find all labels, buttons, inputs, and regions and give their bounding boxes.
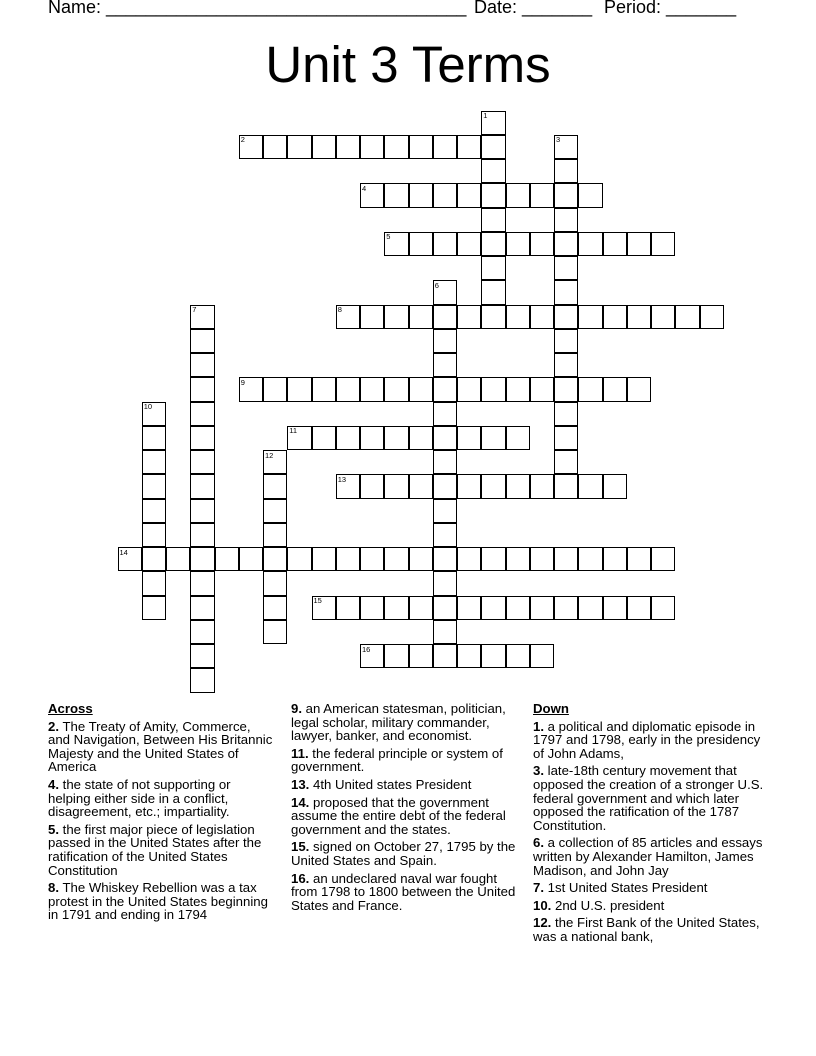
grid-cell[interactable] — [603, 377, 627, 401]
grid-cell[interactable] — [190, 426, 214, 450]
grid-cell[interactable] — [603, 305, 627, 329]
clue-across-11: 11. the federal principle or system of government. — [291, 745, 503, 775]
grid-cell[interactable] — [578, 305, 602, 329]
grid-cell[interactable] — [578, 183, 602, 207]
clue-across-16: 16. an undeclared naval war fought from 1798 to 1800 between the United States and France. — [291, 870, 516, 913]
across-clues-column-1 — [48, 702, 273, 926]
grid-cell[interactable] — [554, 377, 578, 401]
clue-across-5: 5. the first major piece of legislation passed in the United States after the ratification of the United States Constitution — [48, 821, 262, 878]
grid-cell[interactable] — [263, 377, 287, 401]
grid-cell[interactable] — [384, 135, 408, 159]
grid-cell[interactable] — [190, 499, 214, 523]
grid-cell[interactable] — [603, 474, 627, 498]
clue-number-label: 15 — [313, 596, 322, 605]
grid-cell[interactable] — [481, 426, 505, 450]
grid-cell[interactable] — [409, 547, 433, 571]
clue-across-13: 13. 4th United states President — [291, 776, 472, 792]
grid-cell[interactable] — [554, 547, 578, 571]
grid-cell[interactable] — [651, 232, 675, 256]
clue-number-label: 3 — [556, 135, 561, 145]
grid-cell[interactable] — [433, 474, 457, 498]
grid-cell[interactable] — [190, 329, 214, 353]
grid-cell[interactable] — [433, 547, 457, 571]
grid-cell[interactable] — [312, 547, 336, 571]
clue-across-14: 14. proposed that the government assume the entire debt of the federal government and the states. — [291, 794, 506, 837]
grid-cell[interactable] — [433, 523, 457, 547]
grid-cell[interactable] — [433, 644, 457, 668]
grid-cell[interactable] — [457, 232, 481, 256]
grid-cell[interactable] — [554, 256, 578, 280]
grid-cell[interactable] — [481, 280, 505, 304]
grid-cell[interactable] — [190, 523, 214, 547]
grid-cell[interactable] — [409, 183, 433, 207]
grid-cell[interactable] — [190, 620, 214, 644]
grid-cell[interactable] — [554, 329, 578, 353]
grid-cell[interactable] — [457, 596, 481, 620]
grid-cell[interactable] — [312, 426, 336, 450]
grid-cell[interactable] — [433, 135, 457, 159]
grid-cell[interactable] — [481, 183, 505, 207]
grid-cell[interactable] — [409, 474, 433, 498]
grid-cell[interactable] — [627, 232, 651, 256]
grid-cell[interactable] — [506, 377, 530, 401]
grid-cell[interactable] — [457, 377, 481, 401]
grid-cell[interactable] — [384, 644, 408, 668]
name-field[interactable]: Name: ____________________________________ — [48, 0, 467, 17]
grid-cell[interactable] — [263, 523, 287, 547]
grid-cell[interactable] — [433, 596, 457, 620]
grid-cell[interactable] — [554, 208, 578, 232]
grid-cell[interactable] — [433, 305, 457, 329]
grid-cell[interactable] — [506, 426, 530, 450]
grid-cell[interactable] — [360, 377, 384, 401]
grid-cell[interactable] — [433, 571, 457, 595]
grid-cell[interactable] — [384, 474, 408, 498]
clue-number-label: 7 — [192, 305, 197, 314]
grid-cell[interactable] — [627, 377, 651, 401]
grid-cell[interactable] — [603, 232, 627, 256]
grid-cell[interactable] — [530, 547, 554, 571]
clue-down-7: 7. 1st United States President — [533, 880, 708, 896]
grid-cell[interactable] — [506, 644, 530, 668]
grid-cell[interactable] — [457, 426, 481, 450]
grid-cell[interactable] — [409, 135, 433, 159]
grid-cell[interactable] — [190, 547, 214, 571]
grid-cell[interactable] — [384, 305, 408, 329]
grid-cell[interactable] — [578, 232, 602, 256]
grid-cell[interactable] — [506, 596, 530, 620]
grid-cell[interactable] — [190, 377, 214, 401]
grid-cell[interactable] — [142, 426, 166, 450]
grid-cell[interactable] — [457, 183, 481, 207]
grid-cell[interactable] — [530, 644, 554, 668]
grid-cell[interactable] — [190, 353, 214, 377]
grid-cell[interactable] — [263, 547, 287, 571]
grid-cell[interactable] — [506, 183, 530, 207]
grid-cell[interactable] — [190, 644, 214, 668]
clue-number-label: 11 — [289, 426, 298, 436]
across-clues-column-2 — [291, 702, 527, 916]
grid-cell[interactable] — [287, 547, 311, 571]
clue-down-10: 10. 2nd U.S. president — [533, 897, 665, 913]
grid-cell[interactable] — [190, 474, 214, 498]
grid-cell[interactable] — [336, 135, 360, 159]
grid-cell[interactable] — [506, 547, 530, 571]
clue-across-8: 8. The Whiskey Rebellion was a tax protest in the United States beginning in 1791 and ending in 1794 — [48, 880, 268, 923]
grid-cell[interactable] — [481, 377, 505, 401]
clue-down-6: 6. a collection of 85 articles and essays written by Alexander Hamilton, James Madison, and John Jay — [533, 835, 763, 878]
grid-cell[interactable] — [384, 183, 408, 207]
grid-cell[interactable] — [481, 547, 505, 571]
grid-cell[interactable] — [263, 135, 287, 159]
grid-cell[interactable] — [554, 353, 578, 377]
clue-number-label: 5 — [386, 232, 391, 242]
grid-cell[interactable] — [700, 305, 724, 329]
grid-cell[interactable] — [554, 183, 578, 207]
clue-down-1: 1. a political and diplomatic episode in 1797 and 1798, early in the presidency of John Adams, — [533, 718, 761, 761]
grid-cell[interactable] — [336, 377, 360, 401]
grid-cell[interactable] — [506, 232, 530, 256]
clue-number-label: 14 — [119, 547, 128, 557]
clue-number-label: 6 — [434, 280, 439, 290]
grid-cell[interactable] — [433, 232, 457, 256]
grid-cell[interactable] — [554, 596, 578, 620]
grid-cell[interactable] — [215, 547, 239, 571]
grid-cell[interactable] — [481, 232, 505, 256]
grid-cell[interactable] — [142, 474, 166, 498]
grid-cell[interactable] — [481, 256, 505, 280]
grid-cell[interactable] — [457, 474, 481, 498]
grid-cell[interactable] — [409, 644, 433, 668]
down-heading: Down — [533, 701, 569, 716]
grid-cell[interactable] — [190, 571, 214, 595]
clue-down-3: 3. late-18th century movement that opposed the creation of a stronger U.S. federal government and which later opposed the ratification of the 1787 Constitution. — [533, 763, 764, 833]
grid-cell[interactable] — [142, 547, 166, 571]
grid-cell[interactable] — [481, 159, 505, 183]
grid-cell[interactable] — [142, 450, 166, 474]
grid-cell[interactable] — [554, 450, 578, 474]
page-title: Unit 3 Terms — [265, 36, 551, 93]
grid-cell[interactable] — [433, 620, 457, 644]
grid-cell[interactable] — [263, 620, 287, 644]
grid-cell[interactable] — [142, 499, 166, 523]
grid-cell[interactable] — [554, 305, 578, 329]
grid-cell[interactable] — [530, 377, 554, 401]
grid-cell[interactable] — [627, 547, 651, 571]
clue-across-4: 4. the state of not supporting or helping either side in a conflict, disagreement, etc.; impartiality. — [48, 776, 231, 820]
grid-cell[interactable] — [481, 644, 505, 668]
grid-cell[interactable] — [578, 547, 602, 571]
clue-number-label: 4 — [362, 183, 367, 193]
grid-cell[interactable] — [384, 377, 408, 401]
clue-number-label: 8 — [337, 305, 342, 314]
grid-cell[interactable] — [287, 377, 311, 401]
period-field[interactable]: Period: _______ — [604, 0, 737, 17]
clue-down-12: 12. the First Bank of the United States, was a national bank, — [533, 915, 760, 944]
grid-cell[interactable] — [384, 596, 408, 620]
grid-cell[interactable] — [554, 159, 578, 183]
clue-number-label: 1 — [483, 111, 488, 120]
grid-cell[interactable] — [651, 305, 675, 329]
grid-cell[interactable] — [433, 499, 457, 523]
grid-cell[interactable] — [481, 208, 505, 232]
grid-cell[interactable] — [433, 426, 457, 450]
grid-cell[interactable] — [433, 183, 457, 207]
grid-cell[interactable] — [603, 547, 627, 571]
date-field[interactable]: Date: _______ — [474, 0, 593, 17]
grid-cell[interactable] — [651, 547, 675, 571]
down-clues-column — [533, 702, 768, 948]
grid-cell[interactable] — [530, 474, 554, 498]
grid-cell[interactable] — [506, 474, 530, 498]
grid-cell[interactable] — [530, 183, 554, 207]
grid-cell[interactable] — [263, 596, 287, 620]
grid-cell[interactable] — [336, 426, 360, 450]
grid-cell[interactable] — [457, 547, 481, 571]
grid-cell[interactable] — [481, 305, 505, 329]
clue-number-label: 10 — [143, 402, 153, 411]
clue-across-15: 15. signed on October 27, 1795 by the United States and Spain. — [291, 839, 516, 868]
grid-cell[interactable] — [578, 474, 602, 498]
grid-cell[interactable] — [142, 596, 166, 620]
clue-across-2: 2. The Treaty of Amity, Commerce, and Navigation, Between His Britannic Majesty and the United States of America — [48, 718, 273, 775]
grid-cell[interactable] — [409, 232, 433, 256]
grid-cell[interactable] — [360, 547, 384, 571]
clue-number-label: 9 — [240, 377, 245, 387]
grid-cell[interactable] — [239, 547, 263, 571]
clue-number-label: 13 — [337, 474, 347, 484]
grid-cell[interactable] — [530, 305, 554, 329]
grid-cell[interactable] — [481, 474, 505, 498]
grid-cell[interactable] — [409, 426, 433, 450]
grid-cell[interactable] — [554, 280, 578, 304]
grid-cell[interactable] — [554, 474, 578, 498]
grid-cell[interactable] — [554, 402, 578, 426]
grid-cell[interactable] — [190, 450, 214, 474]
grid-cell[interactable] — [190, 668, 214, 692]
grid-cell[interactable] — [312, 377, 336, 401]
clue-across-9: 9. an American statesman, politician, legal scholar, military commander, lawyer, banker, and economist. — [291, 701, 506, 744]
grid-cell[interactable] — [263, 474, 287, 498]
grid-cell[interactable] — [336, 547, 360, 571]
grid-cell[interactable] — [409, 596, 433, 620]
grid-cell[interactable] — [506, 305, 530, 329]
grid-cell[interactable] — [457, 135, 481, 159]
grid-cell[interactable] — [578, 596, 602, 620]
grid-cell[interactable] — [142, 571, 166, 595]
clue-number-label: 12 — [265, 450, 274, 460]
grid-cell[interactable] — [166, 547, 190, 571]
grid-cell[interactable] — [554, 426, 578, 450]
grid-cell[interactable] — [554, 232, 578, 256]
grid-cell[interactable] — [384, 426, 408, 450]
grid-cell[interactable] — [578, 377, 602, 401]
grid-cell[interactable] — [263, 571, 287, 595]
grid-cell[interactable] — [530, 596, 554, 620]
grid-cell[interactable] — [603, 596, 627, 620]
grid-cell[interactable] — [384, 547, 408, 571]
grid-cell[interactable] — [433, 450, 457, 474]
grid-cell[interactable] — [457, 305, 481, 329]
across-heading: Across — [48, 701, 93, 716]
grid-cell[interactable] — [675, 305, 699, 329]
grid-cell[interactable] — [287, 135, 311, 159]
grid-cell[interactable] — [530, 232, 554, 256]
grid-cell[interactable] — [360, 596, 384, 620]
grid-cell[interactable] — [457, 644, 481, 668]
clue-number-label: 2 — [240, 135, 245, 145]
clue-number-label: 16 — [362, 644, 371, 654]
grid-cell[interactable] — [651, 596, 675, 620]
grid-cell[interactable] — [433, 353, 457, 377]
grid-cell[interactable] — [190, 596, 214, 620]
grid-cell[interactable] — [481, 596, 505, 620]
grid-cell[interactable] — [142, 523, 166, 547]
grid-cell[interactable] — [336, 596, 360, 620]
grid-cell[interactable] — [409, 305, 433, 329]
grid-cell[interactable] — [360, 305, 384, 329]
grid-cell[interactable] — [409, 377, 433, 401]
grid-cell[interactable] — [263, 499, 287, 523]
grid-cell[interactable] — [360, 426, 384, 450]
grid-cell[interactable] — [627, 305, 651, 329]
grid-cell[interactable] — [360, 474, 384, 498]
grid-cell[interactable] — [627, 596, 651, 620]
grid-cell[interactable] — [433, 377, 457, 401]
grid-cell[interactable] — [312, 135, 336, 159]
grid-cell[interactable] — [190, 402, 214, 426]
grid-cell[interactable] — [433, 402, 457, 426]
grid-cell[interactable] — [481, 135, 505, 159]
grid-cell[interactable] — [433, 329, 457, 353]
grid-cell[interactable] — [360, 135, 384, 159]
